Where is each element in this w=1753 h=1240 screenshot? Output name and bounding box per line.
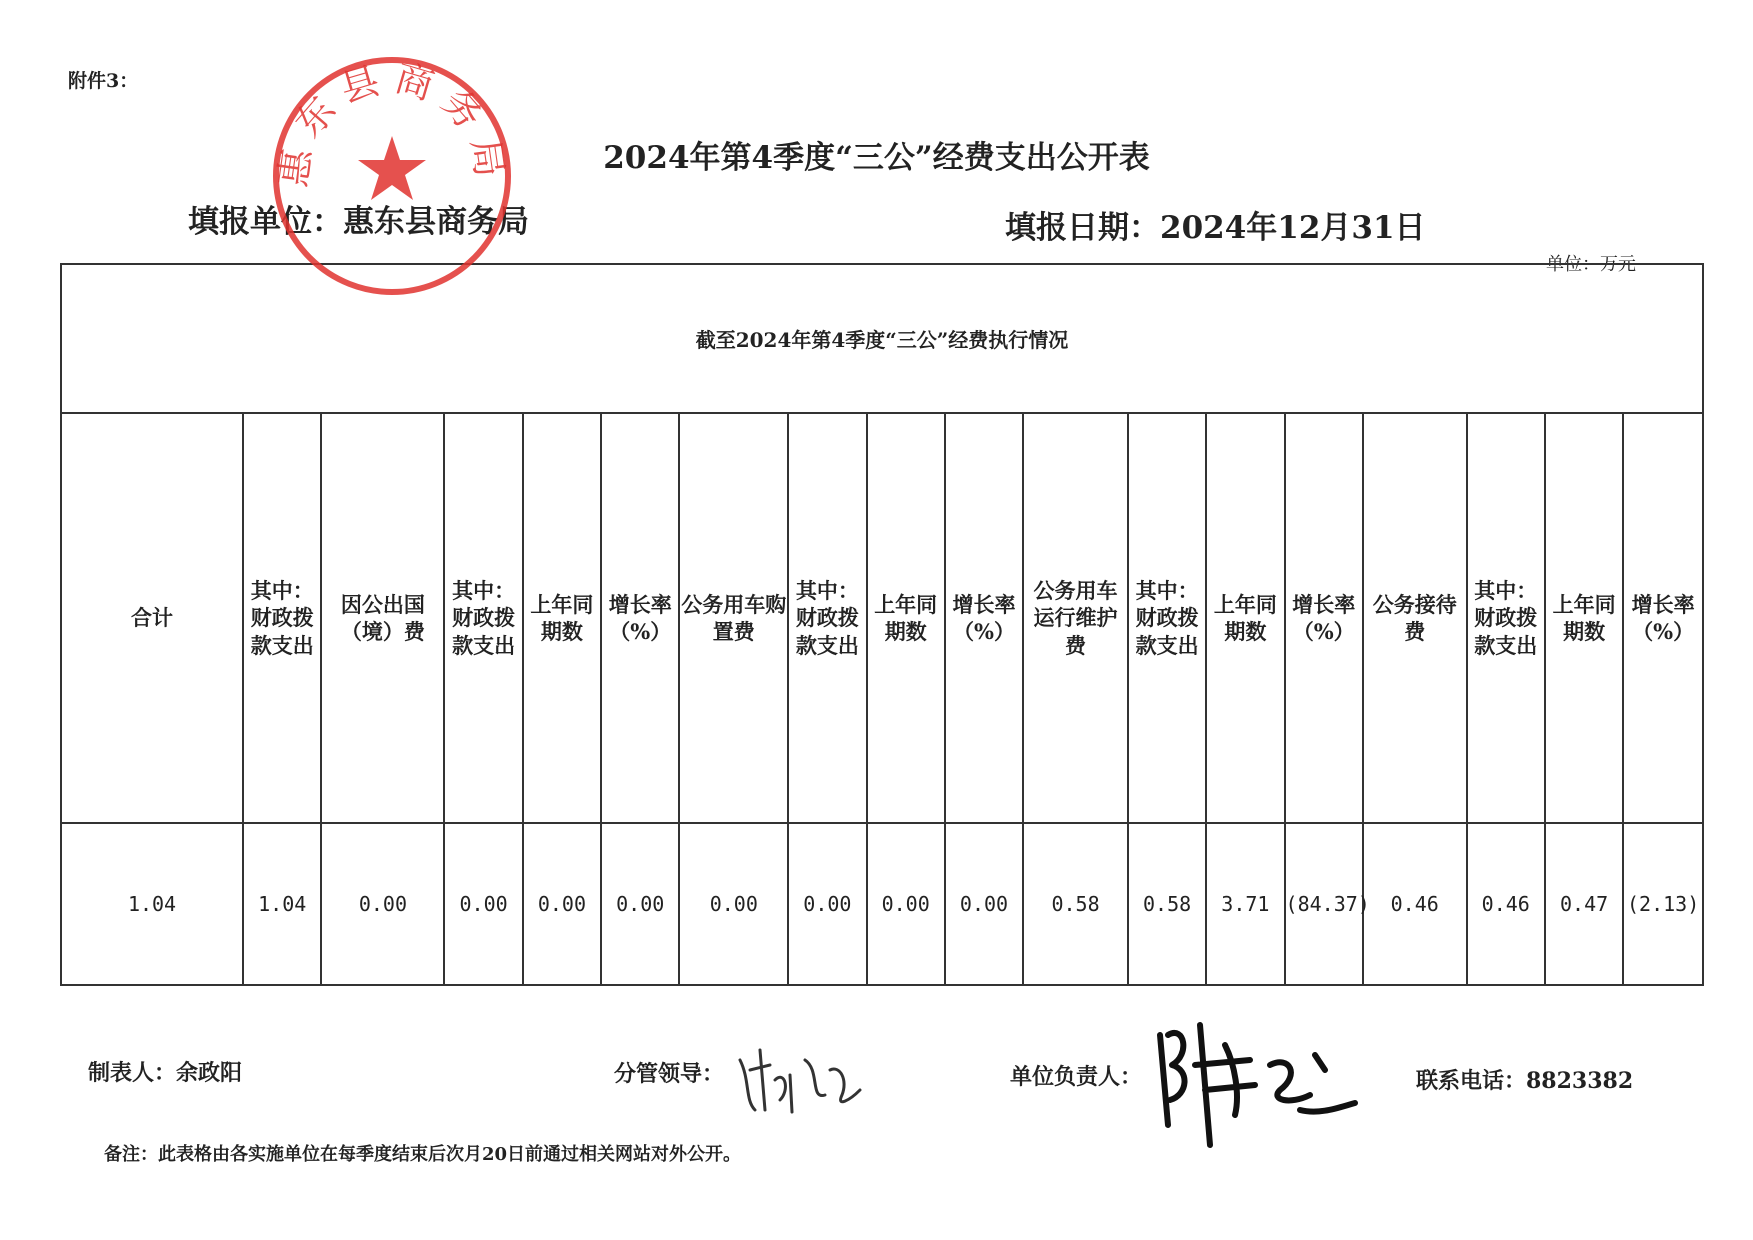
- table-caption: 截至2024年第4季度“三公”经费执行情况: [61, 264, 1703, 413]
- table-header-cell: 因公出国（境）费: [321, 413, 444, 823]
- table-header-cell: 上年同期数: [523, 413, 601, 823]
- table-header-cell: 增长率（%）: [601, 413, 679, 823]
- page-title: 2024年第4季度“三公”经费支出公开表: [603, 140, 1150, 176]
- table-header-cell: 上年同期数: [1545, 413, 1623, 823]
- preparer-label: 制表人：余政阳: [88, 1060, 243, 1086]
- table-cell: 0.00: [321, 823, 444, 985]
- expenditure-table: [60, 263, 1704, 986]
- table-cell: 0.58: [1128, 823, 1206, 985]
- table-cell: 0.00: [945, 823, 1023, 985]
- reporting-date: 填报日期：2024年12月31日: [1005, 210, 1426, 246]
- table-cell: 0.00: [601, 823, 679, 985]
- table-header-cell: 增长率（%）: [945, 413, 1023, 823]
- table-header-cell: 其中：财政拨款支出: [444, 413, 522, 823]
- table-header-cell: 上年同期数: [867, 413, 945, 823]
- table-cell: 0.58: [1023, 823, 1128, 985]
- table-header-cell: 增长率（%）: [1623, 413, 1703, 823]
- table-header-cell: 公务用车运行维护费: [1023, 413, 1128, 823]
- svg-text:惠东县商务局: 惠东县商务局: [270, 55, 514, 190]
- table-cell: 0.00: [444, 823, 522, 985]
- table-header-row: [61, 413, 1703, 823]
- attachment-label: 附件3：: [68, 70, 139, 92]
- table-header-cell: 其中：财政拨款支出: [1128, 413, 1206, 823]
- table-header-cell: 公务用车购置费: [679, 413, 788, 823]
- table-cell: (84.37): [1285, 823, 1363, 985]
- reporting-unit: 填报单位：惠东县商务局: [188, 204, 529, 240]
- table-header-cell: 其中：财政拨款支出: [1467, 413, 1545, 823]
- unit-head-label: 单位负责人：: [1010, 1064, 1143, 1090]
- table-cell: 0.00: [867, 823, 945, 985]
- table-cell: 0.46: [1363, 823, 1467, 985]
- table-cell: 0.00: [523, 823, 601, 985]
- table-cell: 0.46: [1467, 823, 1545, 985]
- table-header-cell: 上年同期数: [1206, 413, 1284, 823]
- table-header-cell: 其中：财政拨款支出: [243, 413, 321, 823]
- table-header-cell: 合计: [61, 413, 243, 823]
- table-cell: (2.13): [1623, 823, 1703, 985]
- remark-note: 备注：此表格由各实施单位在每季度结束后次月20日前通过相关网站对外公开。: [104, 1144, 742, 1165]
- table-header-cell: 增长率（%）: [1285, 413, 1363, 823]
- table-header-cell: 公务接待费: [1363, 413, 1467, 823]
- phone-label: 联系电话：8823382: [1416, 1068, 1634, 1094]
- leader-label: 分管领导：: [614, 1061, 725, 1087]
- table-cell: 0.47: [1545, 823, 1623, 985]
- table-cell: 0.00: [788, 823, 866, 985]
- money-unit-label: 单位：万元: [1546, 254, 1636, 275]
- leader-signature: [730, 1040, 870, 1120]
- table-cell: 1.04: [61, 823, 243, 985]
- head-signature: [1140, 995, 1360, 1155]
- table-cell: 0.00: [679, 823, 788, 985]
- table-cell: 3.71: [1206, 823, 1284, 985]
- table-row: [61, 823, 1703, 985]
- table-cell: 1.04: [243, 823, 321, 985]
- table-header-cell: 其中：财政拨款支出: [788, 413, 866, 823]
